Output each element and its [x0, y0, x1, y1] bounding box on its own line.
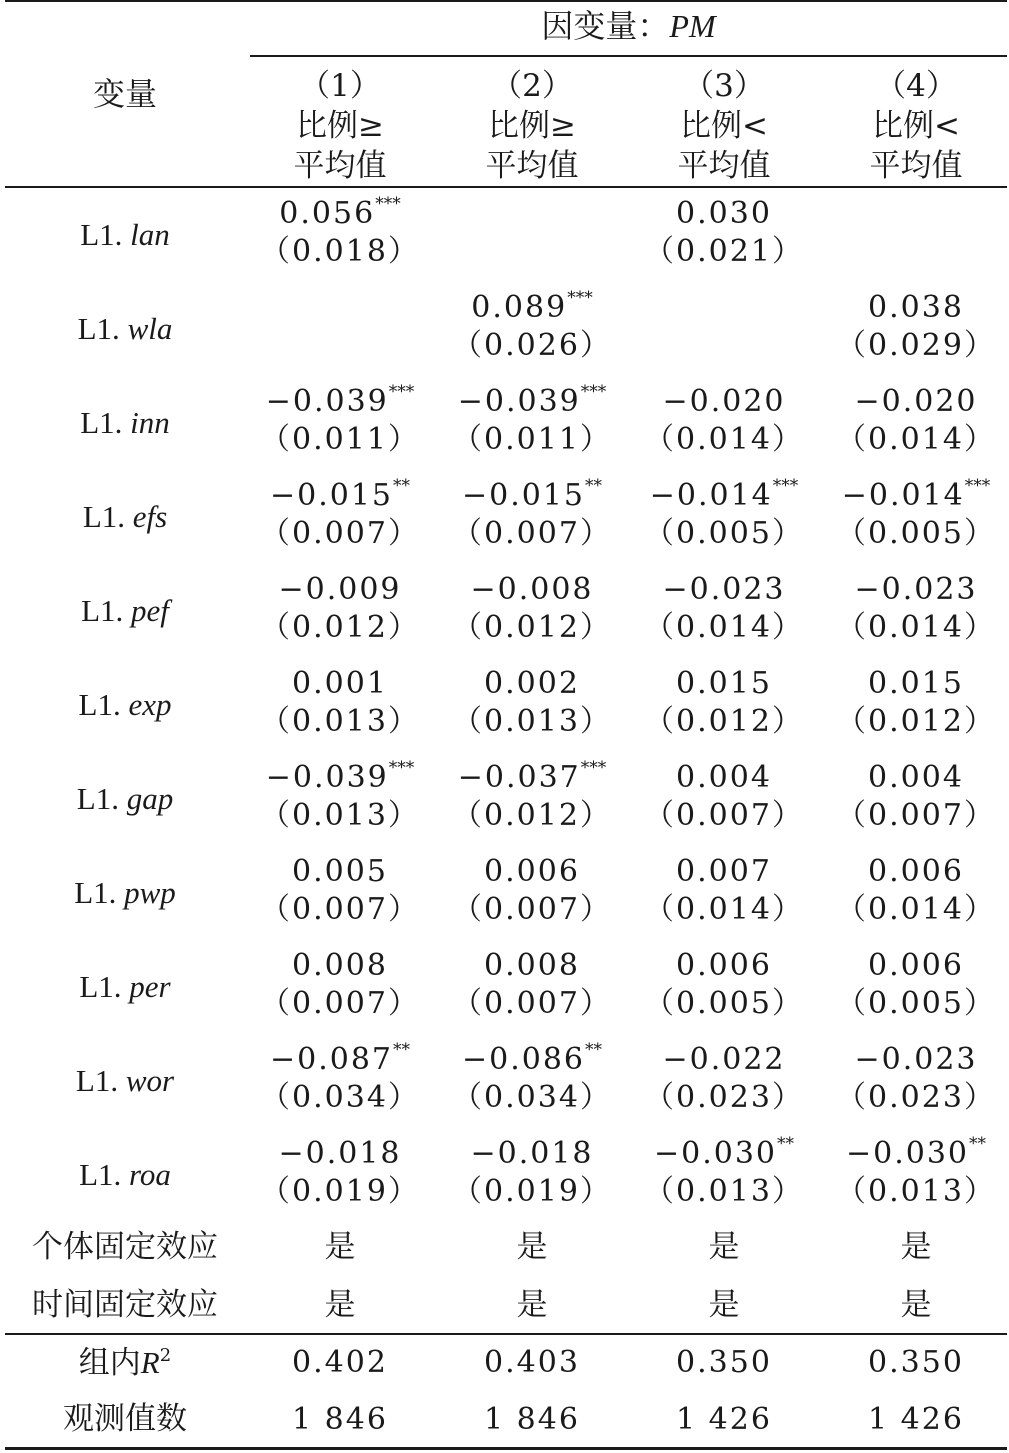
row-label-exp: [5, 689, 245, 720]
lag-prefix: L1.: [82, 499, 133, 534]
coefficient: [436, 476, 628, 513]
standard-error: （0.012）: [836, 704, 996, 739]
r-squared-prefix: 组内: [78, 1345, 141, 1381]
lag-prefix: L1.: [78, 687, 129, 722]
coefficient: [244, 758, 436, 795]
coefficient: [436, 572, 628, 607]
row-label-lan: [5, 219, 245, 250]
column-condition: 比例≥: [296, 108, 384, 144]
coefficient-value: −0.014: [841, 478, 965, 513]
fixed-effect-value: 是: [708, 1287, 740, 1323]
coefficient-value: −0.015: [269, 478, 394, 513]
standard-error: （0.018）: [260, 234, 420, 269]
coefficient-value: 0.006: [676, 948, 772, 983]
fixed-effect-value: 是: [900, 1229, 932, 1265]
standard-error: （0.013）: [260, 798, 420, 833]
standard-error: （0.026）: [452, 328, 612, 363]
significance-stars: **: [585, 476, 603, 496]
significance-stars: ***: [375, 194, 401, 214]
column-span-rule: [250, 55, 1007, 57]
coefficient-value: −0.086: [461, 1042, 586, 1077]
standard-error: （0.012）: [452, 610, 612, 645]
row-label-pef: [5, 595, 245, 626]
coefficient-value: 0.056: [279, 196, 376, 231]
coefficient: [436, 1040, 628, 1077]
coefficient-value: 0.038: [868, 290, 964, 325]
coefficient: [820, 1042, 1009, 1077]
coefficient: [244, 476, 436, 513]
standard-error: （0.007）: [260, 892, 420, 927]
coefficient-value: 0.008: [292, 948, 388, 983]
standard-error: （0.013）: [260, 704, 420, 739]
coefficient-value: −0.039: [265, 760, 389, 795]
fixed-effect-value: 是: [708, 1229, 740, 1265]
lag-prefix: L1.: [74, 875, 125, 910]
coefficient-value: −0.014: [649, 478, 773, 513]
standard-error: （0.014）: [836, 610, 996, 645]
coefficient-value: 0.006: [868, 854, 964, 889]
observations-value: 1 426: [868, 1402, 964, 1437]
column-number: （2）: [491, 68, 573, 104]
r-squared-label: [5, 1347, 245, 1379]
standard-error: （0.005）: [836, 986, 996, 1021]
coefficient: [244, 1136, 436, 1171]
variable-name: pef: [131, 593, 169, 628]
top-rule: [5, 0, 1007, 2]
standard-error: （0.012）: [644, 704, 804, 739]
r-squared-value: 0.350: [868, 1345, 964, 1380]
coefficient-value: −0.023: [854, 1042, 978, 1077]
coefficient: [244, 666, 436, 701]
coefficient: [436, 382, 628, 419]
fixed-effect-value: 是: [900, 1287, 932, 1323]
lag-prefix: L1.: [77, 311, 128, 346]
lag-prefix: L1.: [76, 781, 127, 816]
coefficient: [436, 288, 628, 325]
variable-name: wla: [127, 311, 173, 346]
coefficient: [244, 194, 436, 231]
coefficient: [436, 758, 628, 795]
coefficient: [244, 948, 436, 983]
significance-stars: ***: [772, 476, 799, 496]
fixed-effect-value: 是: [324, 1287, 356, 1323]
fixed-effect-label: 时间固定效应: [32, 1287, 218, 1323]
column-condition-ref: 平均值: [293, 148, 387, 184]
fixed-effect-value: 是: [516, 1287, 548, 1323]
lag-prefix: L1.: [81, 593, 132, 628]
row-label-per: [5, 971, 245, 1002]
standard-error: （0.013）: [644, 1174, 804, 1209]
standard-error: （0.007）: [644, 798, 804, 833]
significance-stars: **: [393, 1040, 411, 1060]
coefficient-value: 0.001: [292, 666, 388, 701]
significance-stars: **: [969, 1134, 987, 1154]
coefficient-value: 0.030: [676, 196, 772, 231]
coefficient: [244, 1040, 436, 1077]
row-label-pwp: [5, 877, 245, 908]
standard-error: （0.007）: [260, 986, 420, 1021]
column-condition-ref: 平均值: [869, 148, 963, 184]
standard-error: （0.023）: [836, 1080, 996, 1115]
coefficient: [628, 760, 820, 795]
coefficient-value: 0.006: [484, 854, 580, 889]
coefficient: [244, 572, 436, 607]
standard-error: （0.011）: [260, 422, 420, 457]
coefficient-value: 0.007: [676, 854, 772, 889]
variable-name: gap: [126, 781, 174, 816]
coefficient-value: −0.030: [845, 1136, 970, 1171]
coefficient-value: 0.006: [868, 948, 964, 983]
standard-error: （0.014）: [644, 610, 804, 645]
coefficient: [244, 382, 436, 419]
variable-name: roa: [129, 1157, 171, 1192]
significance-stars: **: [777, 1134, 795, 1154]
coefficient: [436, 1136, 628, 1171]
variable-name: wor: [125, 1063, 175, 1098]
column-condition-ref: 平均值: [677, 148, 771, 184]
fixed-effect-value: 是: [516, 1229, 548, 1265]
standard-error: （0.007）: [260, 516, 420, 551]
coefficient-value: 0.015: [868, 666, 964, 701]
column-condition: 比例<: [680, 108, 768, 144]
variable-name: exp: [128, 687, 172, 722]
coefficient: [628, 476, 820, 513]
r-squared-value: 0.350: [676, 1345, 772, 1380]
coefficient-value: 0.002: [484, 666, 580, 701]
r-squared-value: 0.402: [292, 1345, 388, 1380]
standard-error: （0.007）: [452, 892, 612, 927]
standard-error: （0.012）: [260, 610, 420, 645]
row-label-gap: [5, 783, 245, 814]
coefficient: [628, 948, 820, 983]
row-label-roa: [5, 1159, 245, 1190]
coefficient: [820, 854, 1009, 889]
coefficient-value: −0.023: [854, 572, 978, 607]
variable-column-heading: 变量: [92, 75, 157, 113]
standard-error: （0.029）: [836, 328, 996, 363]
coefficient: [820, 572, 1009, 607]
standard-error: （0.019）: [260, 1174, 420, 1209]
coefficient: [436, 666, 628, 701]
coefficient-value: −0.020: [662, 384, 786, 419]
standard-error: （0.014）: [644, 892, 804, 927]
fixed-effect-value: 是: [324, 1229, 356, 1265]
coefficient-value: −0.018: [470, 1136, 594, 1171]
column-condition: 比例≥: [488, 108, 576, 144]
standard-error: （0.034）: [452, 1080, 612, 1115]
column-number: （3）: [683, 68, 765, 104]
coefficient-value: 0.015: [676, 666, 772, 701]
header-rule: [5, 186, 1007, 188]
dependent-var-name: PM: [669, 8, 716, 44]
coefficient: [628, 666, 820, 701]
bottom-rule: [5, 1447, 1007, 1450]
row-label-inn: [5, 407, 245, 438]
standard-error: （0.019）: [452, 1174, 612, 1209]
lag-prefix: L1.: [79, 1157, 129, 1192]
lag-prefix: L1.: [79, 969, 130, 1004]
coefficient-value: −0.087: [269, 1042, 394, 1077]
significance-stars: **: [393, 476, 411, 496]
standard-error: （0.034）: [260, 1080, 420, 1115]
significance-stars: ***: [388, 382, 415, 402]
coefficient-value: 0.005: [292, 854, 388, 889]
coefficient-value: −0.015: [461, 478, 586, 513]
coefficient: [628, 384, 820, 419]
standard-error: （0.005）: [836, 516, 996, 551]
coefficient-value: −0.018: [278, 1136, 402, 1171]
standard-error: （0.014）: [836, 892, 996, 927]
coefficient-value: −0.039: [265, 384, 389, 419]
coefficient-value: 0.004: [676, 760, 772, 795]
standard-error: （0.014）: [644, 422, 804, 457]
coefficient-value: −0.020: [854, 384, 978, 419]
coefficient: [628, 1042, 820, 1077]
significance-stars: ***: [580, 382, 607, 402]
coefficient: [820, 476, 1009, 513]
column-header-4: [820, 66, 1009, 186]
stats-rule: [5, 1333, 1007, 1335]
standard-error: （0.007）: [836, 798, 996, 833]
coefficient: [628, 854, 820, 889]
standard-error: （0.013）: [452, 704, 612, 739]
coefficient-value: 0.008: [484, 948, 580, 983]
standard-error: （0.012）: [452, 798, 612, 833]
coefficient-value: 0.004: [868, 760, 964, 795]
dependent-label: 因变量：: [541, 7, 670, 45]
significance-stars: ***: [567, 288, 593, 308]
lag-prefix: L1.: [80, 217, 131, 252]
coefficient-value: −0.030: [653, 1136, 778, 1171]
coefficient: [628, 196, 820, 231]
observations-value: 1 846: [292, 1402, 388, 1437]
standard-error: （0.005）: [644, 986, 804, 1021]
coefficient: [436, 948, 628, 983]
coefficient: [628, 1134, 820, 1171]
variable-name: lan: [130, 217, 170, 252]
observations-value: 1 846: [484, 1402, 580, 1437]
standard-error: （0.011）: [452, 422, 612, 457]
variable-name: inn: [130, 405, 170, 440]
coefficient-value: 0.089: [471, 290, 568, 325]
significance-stars: ***: [580, 758, 607, 778]
coefficient: [820, 948, 1009, 983]
standard-error: （0.014）: [836, 422, 996, 457]
coefficient: [820, 760, 1009, 795]
standard-error: （0.021）: [644, 234, 804, 269]
column-header-3: [628, 66, 820, 186]
coefficient: [820, 1134, 1009, 1171]
coefficient-value: −0.008: [470, 572, 594, 607]
significance-stars: ***: [964, 476, 991, 496]
variable-name: efs: [132, 499, 168, 534]
column-header-2: [436, 66, 628, 186]
coefficient-value: −0.022: [662, 1042, 786, 1077]
coefficient: [820, 384, 1009, 419]
column-condition: 比例<: [872, 108, 960, 144]
column-number: （4）: [875, 68, 957, 104]
row-label-wla: [5, 313, 245, 344]
coefficient: [628, 572, 820, 607]
row-label-efs: [5, 501, 245, 532]
fixed-effect-label: 个体固定效应: [32, 1229, 218, 1265]
coefficient-value: −0.039: [457, 384, 581, 419]
standard-error: （0.007）: [452, 986, 612, 1021]
standard-error: （0.013）: [836, 1174, 996, 1209]
coefficient-value: −0.023: [662, 572, 786, 607]
column-condition-ref: 平均值: [485, 148, 579, 184]
r-squared-value: 0.403: [484, 1345, 580, 1380]
coefficient-value: −0.009: [278, 572, 402, 607]
variable-name: per: [129, 969, 171, 1004]
significance-stars: ***: [388, 758, 415, 778]
standard-error: （0.023）: [644, 1080, 804, 1115]
coefficient: [244, 854, 436, 889]
coefficient: [436, 854, 628, 889]
row-label-wor: [5, 1065, 245, 1096]
coefficient: [820, 290, 1009, 325]
lag-prefix: L1.: [75, 1063, 126, 1098]
column-number: （1）: [299, 68, 381, 104]
standard-error: （0.005）: [644, 516, 804, 551]
observations-value: 1 426: [676, 1402, 772, 1437]
significance-stars: **: [585, 1040, 603, 1060]
r-symbol: R: [140, 1345, 160, 1380]
lag-prefix: L1.: [80, 405, 131, 440]
standard-error: （0.007）: [452, 516, 612, 551]
observations-label: 观测值数: [63, 1401, 187, 1437]
dependent-variable-heading: [250, 7, 1007, 45]
coefficient: [820, 666, 1009, 701]
variable-name: pwp: [124, 875, 176, 910]
r-exponent: 2: [159, 1345, 172, 1366]
column-header-1: [244, 66, 436, 186]
coefficient-value: −0.037: [457, 760, 581, 795]
